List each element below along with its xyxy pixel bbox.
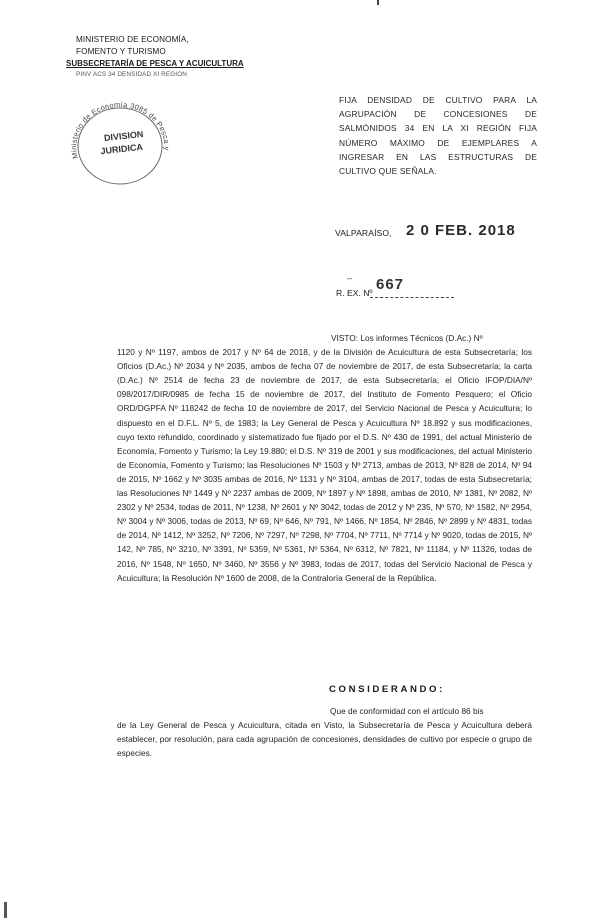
visto-body: 1120 y Nº 1197, ambos de 2017 y Nº 64 de 2018, y de la División de Acuicultura de esta Subsecretaría; los Oficios (D.Ac.) Nº 2034 y Nº 2035, ambos de fecha 07 de noviembre de 2017, de esta Subsecretaría; la carta (D.Ac.) Nº 2514 de fecha 23 de noviembre de 2017, de esta Subsecretaría; el Oficio IFOP/DIA/Nº 098/2017/DIR/0985 de fecha 15 de noviembre de 2017, del Instituto de Fomento Pesquero; el Oficio ORD/DGPFA Nº 118242 de fecha 10 de noviembre de 2017, del Servicio Nacional de Pesca y Acuicultura; lo dispuesto en el D.F.L. Nº 5, de 1983; la Ley General de Pesca y Acuicultura Nº 18.892 y sus modificaciones, cuyo texto refundido, coordinado y sistematizado fue fijado por el D.S. Nº 430 de 1991, del actual Ministerio de Economía, Fomento y Turismo; la Ley 19.880; el D.S. Nº 319 de 2001 y sus modificaciones, del actual Ministerio de Economía, Fomento y Turismo; las Resoluciones Nº 1503 y Nº 2713, ambas de 2013, Nº 828 de 2014, Nº 94 de 2015, Nº 1662 y Nº 3035 ambas de 2016, Nº 1131 y Nº 3104, ambas de 2017, todas de esta Subsecretaría; las Resoluciones Nº 1449 y Nº 2237 ambas de 2009, Nº 1897 y Nº 1898, ambas de 2010, Nº 1381, Nº 2082, Nº 2302 y Nº 2534, todas de 2011, Nº 1238, Nº 2601 y Nº 3042, todas de 2012 y Nº 235, Nº 570, Nº 1582, Nº 2954, Nº 3004 y Nº 3006, todas de 2013, Nº 69, Nº 646, Nº 791, Nº 1466, Nº 1854, Nº 2846, Nº 2899 y Nº 4831, todas de 2014, Nº 1412, Nº 3252, Nº 7206, Nº 7297, Nº 7298, Nº 7704, Nº 7711, Nº 7714 y Nº 9020, todas de 2015, Nº 142, Nº 785, Nº 3210, Nº 3391, Nº 5359, Nº 5361, Nº 5364, Nº 6312, Nº 7821, Nº 11184, y Nº 11326, todas de 2016, Nº 1548, Nº 1650, Nº 3460, Nº 3556 y Nº 3983, todas de 2017, todas del Servicio Nacional de Pesca y Acuicultura; la Resolución Nº 1600 de 2008, de la Contraloría General de la República. bbox=[117, 347, 532, 583]
resolution-number bbox=[336, 276, 496, 300]
resolution-number-value: 667 bbox=[376, 276, 405, 293]
stamp-center-line-2: JURIDICA bbox=[100, 141, 144, 157]
stamp-dash: – bbox=[347, 273, 353, 283]
resolution-number-label: R. EX. Nº bbox=[336, 288, 373, 298]
visto-lead: VISTO: Los informes Técnicos (D.Ac.) Nº bbox=[331, 333, 483, 343]
resolution-number-rule bbox=[370, 297, 454, 298]
scan-mark-bottom bbox=[4, 902, 7, 918]
stamp-seal-icon bbox=[62, 92, 178, 196]
dateline-date-stamp: 2 0 FEB. 2018 bbox=[406, 222, 516, 239]
resolution-subject: FIJA DENSIDAD DE CULTIVO PARA LA AGRUPACIÓN DE CONCESIONES DE SALMÓNIDOS 34 EN LA XI REGIÓN FIJA NÚMERO MÁXIMO DE EJEMPLARES A INGRESAR EN LAS ESTRUCTURAS DE CULTIVO QUE SEÑALA. bbox=[339, 95, 537, 177]
ministry-line-2: FOMENTO Y TURISMO bbox=[76, 47, 166, 56]
document-reference: PINV ACS 34 DENSIDAD XI REGION bbox=[76, 71, 187, 78]
dateline-place: VALPARAÍSO, bbox=[335, 228, 392, 238]
considerando-section bbox=[117, 704, 532, 760]
stamp-center-line-1: DIVISION bbox=[103, 128, 144, 144]
scan-mark bbox=[377, 0, 379, 5]
division-juridica-stamp bbox=[62, 92, 178, 196]
stamp-ring-text: Ministerio de Economía 3085 de Pesca y bbox=[69, 99, 172, 160]
subsecretaria-title: SUBSECRETARÍA DE PESCA Y ACUICULTURA bbox=[66, 59, 244, 68]
letterhead bbox=[66, 34, 266, 80]
dateline bbox=[335, 222, 555, 242]
considerando-lead: Que de conformidad con el artículo 86 bis bbox=[330, 706, 484, 716]
ministry-line-1: MINISTERIO DE ECONOMÍA, bbox=[76, 35, 189, 44]
considerando-heading: CONSIDERANDO: bbox=[329, 684, 445, 695]
visto-section bbox=[117, 331, 532, 585]
considerando-body: de la Ley General de Pesca y Acuicultura, citada en Visto, la Subsecretaría de Pesca y Acuicultura deberá establecer, por resolución, para cada agrupación de concesiones, densidades de cultivo por especie o grupo de especies. bbox=[117, 720, 532, 759]
